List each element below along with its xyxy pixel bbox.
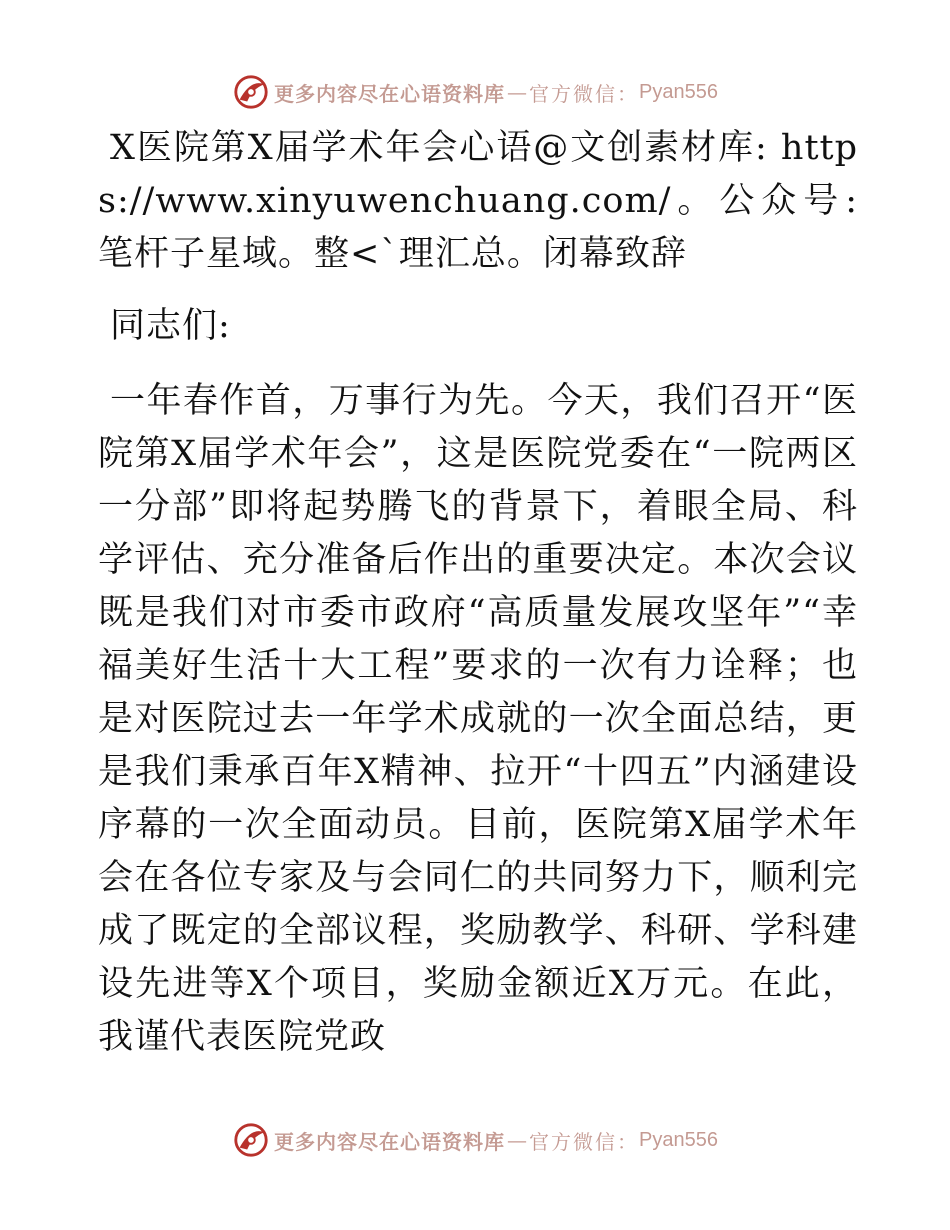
banner-main-text: 更多内容尽在心语资料库 xyxy=(274,1129,506,1154)
document-body xyxy=(98,122,858,1083)
banner-separator: — xyxy=(507,1128,528,1152)
footer-watermark-banner xyxy=(0,1118,950,1162)
banner-wechat-label: 官方微信： xyxy=(529,1129,640,1154)
banner-main-text: 更多内容尽在心语资料库 xyxy=(274,81,506,106)
banner-wechat-id: Pyan556 xyxy=(639,1128,718,1151)
brand-logo-icon xyxy=(232,1121,270,1159)
greeting: 同志们: xyxy=(110,306,231,346)
banner-separator: — xyxy=(507,80,528,104)
banner-wechat-id: Pyan556 xyxy=(639,80,718,103)
brand-logo-icon xyxy=(232,73,270,111)
paragraph: 一年春作首，万事行为先。今天，我们召开“医院第X届学术年会”，这是医院党委在“一院两区一分部”即将起势腾飞的背景下，着眼全局、科学评估、充分准备后作出的重要决定。本次会议既是我们对市委市政府“高质量发展攻坚年”“幸福美好生活十大工程”要求的一次有力诠释；也是对医院过去一年学术成就的一次全面总结，更是我们秉承百年X精神、拉开“十四五”内涵建设序幕的一次全面动员。目前，医院第X届学术年会在各位专家及与会同仁的共同努力下，顺利完成了既定的全部议程，奖励教学、科研、学科建设先进等X个项目，奖励金额近X万元。在此，我谨代表医院党政 xyxy=(98,381,858,1057)
banner-wechat-label: 官方微信： xyxy=(529,81,640,106)
header-watermark-banner xyxy=(0,70,950,114)
document-title: X医院第X届学术年会心语@文创素材库: https://www.xinyuwenchuang.com/。公众号: 笔杆子星域。整<`理汇总。闭幕致辞 xyxy=(98,128,858,274)
